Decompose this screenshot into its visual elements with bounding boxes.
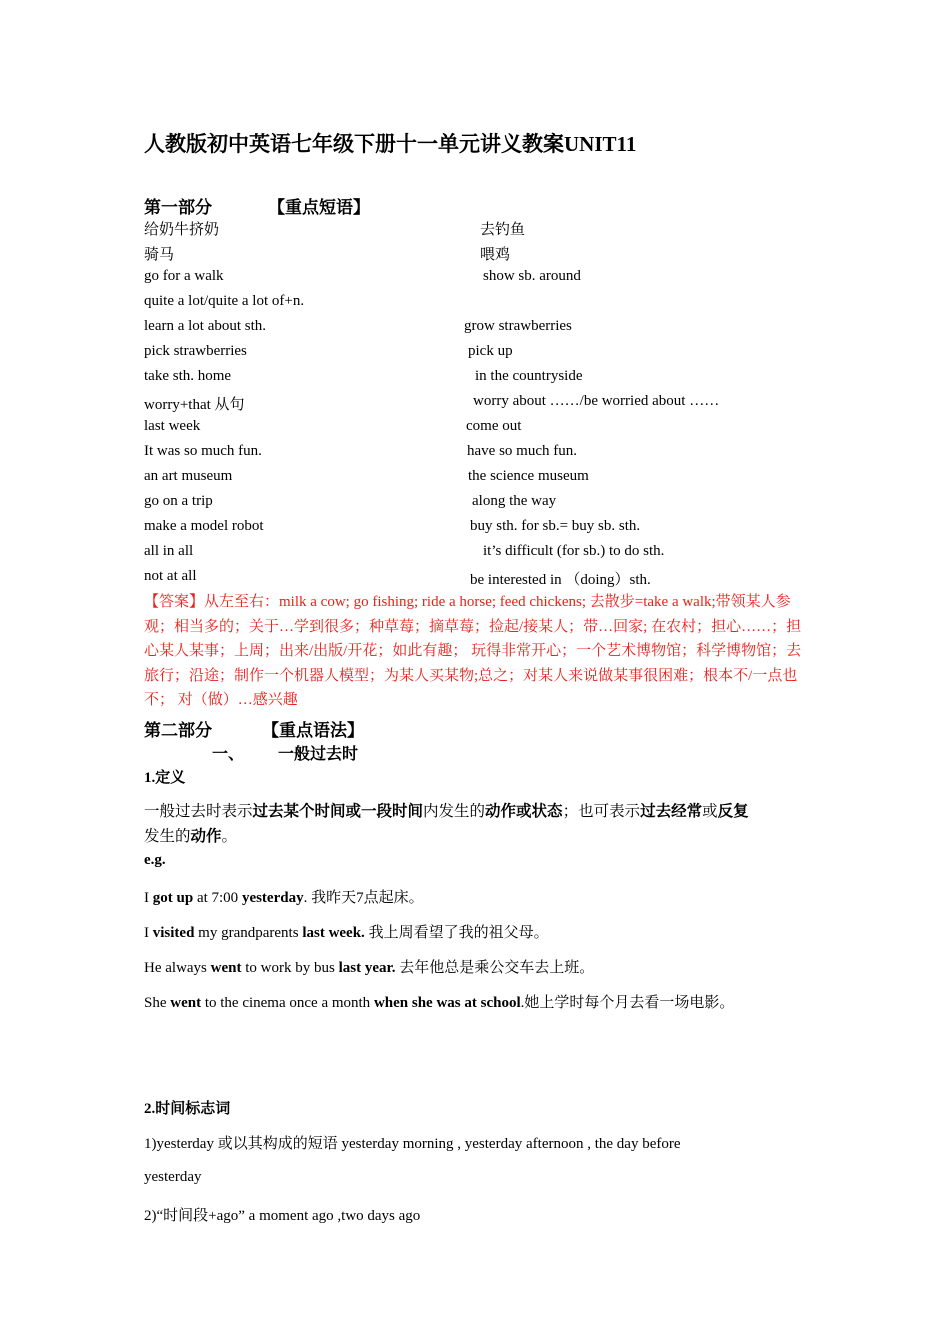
phrase-right: it’s difficult (for sb.) to do sth.: [483, 543, 665, 559]
part1-heading: 【重点短语】: [268, 198, 370, 217]
def-text: 内发生的: [423, 803, 486, 820]
example-sentence: He always went to work by bus last year. 去年他总是乘公交车去上班。: [144, 960, 595, 976]
phrase-row: [144, 268, 864, 290]
phrase-right: buy sth. for sb.= buy sb. sth.: [470, 518, 641, 534]
phrase-left: not at all: [144, 568, 197, 584]
phrase-left: last week: [144, 418, 201, 434]
phrase-right: the science museum: [468, 468, 589, 484]
phrase-left: It was so much fun.: [144, 443, 262, 459]
eg-label: e.g.: [144, 852, 166, 868]
phrase-row: [144, 393, 864, 415]
phrase-right: in the countryside: [475, 368, 583, 384]
phrase-right: come out: [466, 418, 522, 434]
example-sentence: I visited my grandparents last week. 我上周看望了我的祖父母。: [144, 925, 549, 941]
phrase-left: go on a trip: [144, 493, 213, 509]
phrase-left: take sth. home: [144, 368, 232, 384]
part2-heading: 【重点语法】: [262, 721, 364, 740]
phrase-right: be interested in （doing）sth.: [470, 572, 651, 588]
def-emphasis: 反复: [717, 803, 749, 820]
definition-heading: 1.定义: [144, 770, 186, 786]
phrase-left: 骑马: [144, 247, 175, 263]
example-sentence: She went to the cinema once a month when she was at school.她上学时每个月去看一场电影。: [144, 995, 735, 1011]
phrase-row: [144, 493, 864, 515]
def-text: 或: [702, 803, 718, 820]
phrase-left: all in all: [144, 543, 194, 559]
part2-label: 第二部分: [144, 721, 212, 740]
def-emphasis: 动作或状态: [485, 803, 563, 820]
def-emphasis: 过去某个时间或一段时间: [252, 803, 424, 820]
phrase-left: make a model robot: [144, 518, 264, 534]
answer-text: 【答案】从左至右：milk a cow; go fishing; ride a horse; feed chickens; 去散步=take a walk;带领某人参观；相当多的；关于…学到很多；种草莓；摘草莓；捡起/接某人；带…回家; 在农村；担心……；担心某人某事；上周；出来/出版/开花；如此有趣； 玩得非常开心；一个艺术博物馆；科学博物馆；去旅行；沿途；制作一个机器人模型；为某人买某物;总之；对某人来说做某事很困难；根本不/一点也不； 对（做）…感兴趣: [144, 594, 802, 709]
phrase-row: [144, 518, 864, 540]
phrase-row: [144, 443, 864, 465]
phrase-row: [144, 418, 864, 440]
phrase-right: 喂鸡: [480, 247, 511, 263]
phrase-right: have so much fun.: [467, 443, 577, 459]
phrase-left: an art museum: [144, 468, 233, 484]
page-title: 人教版初中英语七年级下册十一单元讲义教案UNIT11: [144, 132, 637, 156]
time-markers-heading: 2.时间标志词: [144, 1101, 231, 1117]
def-text: 发生的: [144, 827, 191, 845]
definition-paragraph: [144, 800, 812, 849]
def-text: 。: [221, 827, 238, 845]
phrase-right: worry about ……/be worried about ……: [473, 393, 720, 409]
phrase-row: [144, 293, 864, 315]
phrase-left: quite a lot/quite a lot of+n.: [144, 293, 305, 309]
phrase-row: [144, 543, 864, 565]
subsection-title: 一般过去时: [278, 746, 359, 763]
phrase-row: [144, 318, 864, 340]
phrase-left: worry+that 从句: [144, 397, 245, 413]
subsection-index: 一、: [212, 746, 245, 763]
phrase-row: [144, 368, 864, 390]
phrase-left: 给奶牛挤奶: [144, 222, 220, 238]
phrase-row: [144, 343, 864, 365]
phrase-left: go for a walk: [144, 268, 224, 284]
def-text: 一般过去时表示: [144, 803, 253, 820]
example-sentence: I got up at 7:00 yesterday. 我昨天7点起床。: [144, 890, 424, 906]
time-marker-line: 2)“时间段+ago” a moment ago ,two days ago: [144, 1208, 421, 1224]
phrase-row: [144, 468, 864, 490]
def-emphasis: 动作: [190, 827, 222, 845]
def-emphasis: 过去经常: [640, 803, 703, 820]
part1-label: 第一部分: [144, 198, 212, 217]
phrase-right: pick up: [468, 343, 513, 359]
phrase-row: [144, 243, 864, 265]
time-marker-line: 1)yesterday 或以其构成的短语 yesterday morning , yesterday afternoon , the day before: [144, 1136, 681, 1152]
phrase-right: show sb. around: [483, 268, 581, 284]
phrase-row: [144, 568, 864, 590]
phrase-right: along the way: [472, 493, 557, 509]
phrase-left: pick strawberries: [144, 343, 247, 359]
phrase-left: learn a lot about sth.: [144, 318, 267, 334]
def-text: ；也可表示: [562, 803, 641, 820]
time-marker-line: yesterday: [144, 1169, 202, 1185]
phrase-right: grow strawberries: [464, 318, 572, 334]
phrase-row: [144, 218, 864, 240]
phrase-right: 去钓鱼: [480, 222, 526, 238]
